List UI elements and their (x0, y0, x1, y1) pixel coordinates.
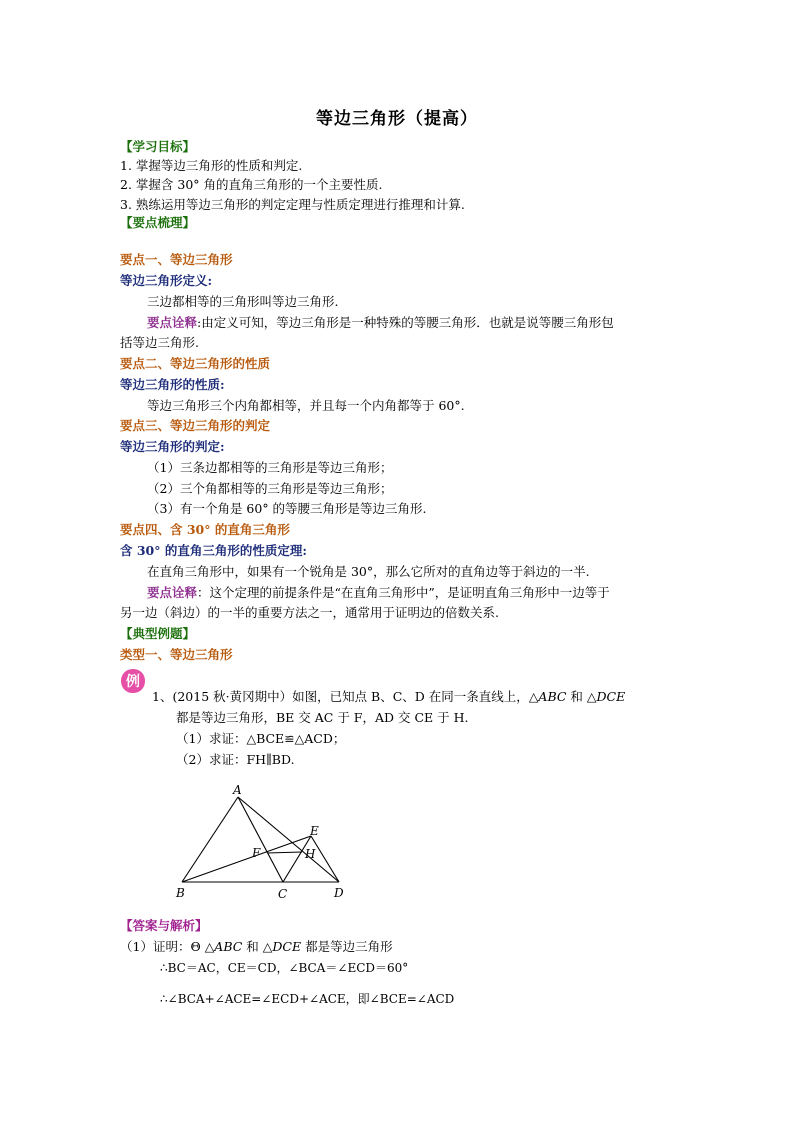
note-text: ：这个定理的前提条件是“在直角三角形中”，是证明直角三角形中一边等于 (197, 585, 610, 600)
triangle-abc: △ABC (528, 689, 567, 704)
and-text: 和 (566, 689, 587, 704)
point3-item: （1）三条边都相等的三角形是等边三角形； (147, 460, 393, 475)
label-f: F (252, 846, 261, 860)
answer-suffix: 都是等边三角形 (301, 939, 393, 954)
point1-note (147, 313, 614, 333)
type1-heading: 类型一、等边三角形 (120, 647, 233, 662)
example-badge-icon (120, 668, 146, 694)
label-a: A (233, 783, 242, 797)
label-e: E (310, 824, 319, 838)
point3-heading: 要点三、等边三角形的判定 (120, 418, 271, 433)
answer-prefix: （1）证明： (120, 939, 191, 954)
examples-heading: 【典型例题】 (120, 626, 196, 641)
label-c: C (278, 887, 288, 901)
label-d: D (334, 886, 344, 900)
point4-sub: 含 30° 的直角三角形的性质定理: (120, 543, 307, 558)
geometry-figure (170, 780, 360, 905)
answer-heading: 【答案与解析】 (120, 918, 208, 933)
point4-note (147, 583, 610, 603)
badge-label: 例 (126, 674, 140, 690)
triangle-dce: △DCE (586, 689, 626, 704)
point1-sub: 等边三角形定义: (120, 273, 213, 288)
goal-item: 2. 掌握含 30° 角的直角三角形的一个主要性质. (120, 177, 383, 192)
segment-ad (238, 797, 339, 882)
note-label: 要点诠释 (147, 315, 198, 330)
summary-heading: 【要点梳理】 (120, 215, 196, 230)
answer-line1 (120, 937, 393, 957)
example-text: 1、(2015 秋·黄冈期中）如图，已知点 B、C、D 在同一条直线上， (152, 689, 529, 704)
note-text: :由定义可知，等边三角形是一种特殊的等腰三角形．也就是说等腰三角形包 (197, 315, 614, 330)
point2-text: 等边三角形三个内角都相等，并且每一个内角都等于 60°. (147, 398, 465, 413)
example-question-2: （2）求证：FH∥BD. (176, 752, 295, 767)
example-line1 (152, 687, 625, 707)
goal-item: 3. 熟练运用等边三角形的判定定理与性质定理进行推理和计算. (120, 197, 465, 212)
example-question-1: （1）求证：△BCE≌△ACD； (176, 731, 346, 746)
point1-heading: 要点一、等边三角形 (120, 252, 233, 267)
segment-be (182, 836, 311, 882)
triangle-dce: △DCE (262, 939, 302, 954)
page-title: 等边三角形（提高） (316, 109, 478, 129)
label-b: B (176, 886, 185, 900)
segment-fh (267, 852, 302, 853)
and-text: 和 (242, 939, 263, 954)
segment-ac (238, 797, 283, 882)
point3-item: （2）三个角都相等的三角形是等边三角形； (147, 481, 393, 496)
example-line2: 都是等边三角形，BE 交 AC 于 F，AD 交 CE 于 H. (176, 710, 469, 725)
point1-text: 三边都相等的三角形叫等边三角形. (147, 294, 339, 309)
point4-note-cont: 另一边（斜边）的一半的重要方法之一，通常用于证明边的倍数关系. (120, 605, 499, 620)
point4-text: 在直角三角形中，如果有一个锐角是 30°，那么它所对的直角边等于斜边的一半. (147, 564, 590, 579)
point2-sub: 等边三角形的性质: (120, 377, 225, 392)
goals-heading: 【学习目标】 (120, 139, 196, 154)
point1-note-cont: 括等边三角形. (120, 335, 199, 350)
label-h: H (305, 847, 316, 861)
note-label: 要点诠释 (147, 585, 198, 600)
answer-line3: ∴∠BCA+∠ACE=∠ECD+∠ACE，即∠BCE=∠ACD (160, 992, 455, 1006)
point3-item: （3）有一个角是 60° 的等腰三角形是等边三角形. (147, 501, 427, 516)
point3-sub: 等边三角形的判定: (120, 439, 225, 454)
triangle-abc: △ABC (204, 939, 243, 954)
point4-heading: 要点四、含 30° 的直角三角形 (120, 522, 290, 537)
answer-line2: ∴BC＝AC，CE＝CD，∠BCA＝∠ECD＝60° (160, 961, 409, 975)
because-symbol: Θ (190, 939, 201, 954)
point2-heading: 要点二、等边三角形的性质 (120, 356, 271, 371)
goal-item: 1. 掌握等边三角形的性质和判定. (120, 158, 303, 173)
segment-ab (182, 797, 238, 882)
